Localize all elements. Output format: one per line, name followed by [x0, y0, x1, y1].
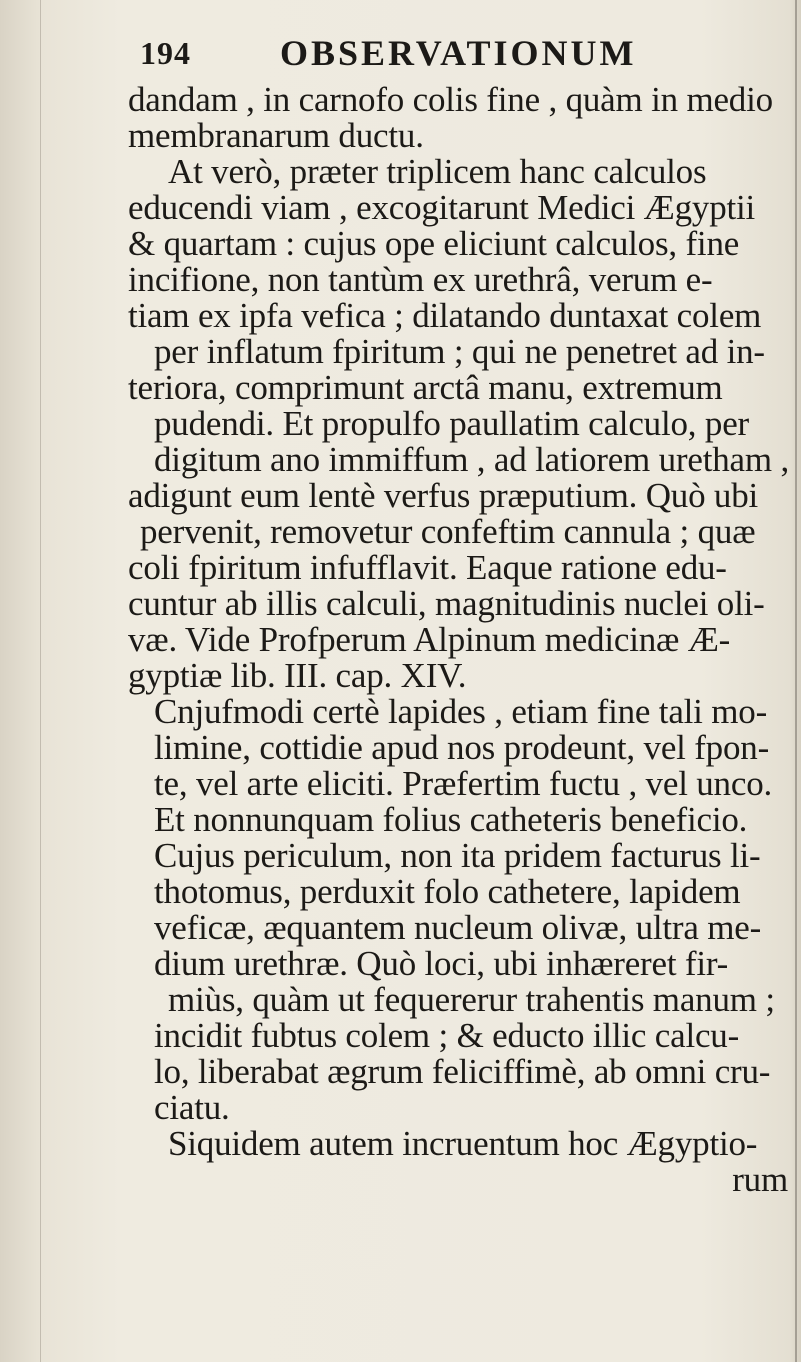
text-line: ciatu. [154, 1088, 230, 1127]
page-number: 194 [140, 34, 191, 71]
page-header [140, 28, 636, 78]
text-line: thotomus, perduxit folo cathetere, lapidem [154, 872, 741, 911]
text-line: pudendi. Et propulfo paullatim calculo, per [154, 404, 749, 443]
text-line: At verò, præter triplicem hanc calculos [168, 152, 707, 191]
text-line: Et nonnunquam folius catheteris beneficio. [154, 800, 748, 839]
text-line: Cnjufmodi certè lapides , etiam fine tali mo- [154, 692, 768, 731]
catchword: rum [732, 1160, 788, 1199]
text-line: teriora, comprimunt arctâ manu, extremum [128, 368, 723, 407]
text-line: dium urethræ. Quò loci, ubi inhæreret fir- [154, 944, 729, 983]
text-line: incifione, non tantùm ex urethrâ, verum e- [128, 260, 713, 299]
text-line: coli fpiritum infufflavit. Eaque ratione edu- [128, 548, 727, 587]
text-line: gyptiæ lib. III. cap. XIV. [128, 656, 467, 695]
text-line: veficæ, æquantem nucleum olivæ, ultra me- [154, 908, 762, 947]
text-line: per inflatum fpiritum ; qui ne penetret ad in- [154, 332, 765, 371]
text-line: & quartam : cujus ope eliciunt calculos, fine [128, 224, 740, 263]
text-line: educendi viam , excogitarunt Medici Ægyptii [128, 188, 756, 227]
text-line: dandam , in carnofo colis fine , quàm in medio [128, 80, 773, 119]
page-gutter [0, 0, 41, 1362]
text-line: væ. Vide Profperum Alpinum medicinæ Æ- [128, 620, 731, 659]
text-line: adigunt eum lentè verfus præputium. Quò ubi [128, 476, 759, 515]
text-line: membranarum ductu. [128, 116, 424, 155]
text-line: cuntur ab illis calculi, magnitudinis nuclei oli- [128, 584, 765, 623]
text-line: pervenit, removetur confeftim cannula ; quæ [140, 512, 756, 551]
body-text [128, 82, 800, 1198]
text-line: digitum ano immiffum , ad latiorem uretham , [154, 440, 790, 479]
text-line: lo, liberabat ægrum feliciffimè, ab omni cru- [154, 1052, 771, 1091]
text-line: tiam ex ipfa vefica ; dilatando duntaxat colem [128, 296, 762, 335]
text-line: incidit fubtus colem ; & educto illic calcu- [154, 1016, 740, 1055]
text-line: Cujus periculum, non ita pridem facturus li- [154, 836, 761, 875]
text-line: te, vel arte eliciti. Præfertim fuctu , vel unco. [154, 764, 773, 803]
text-line: Siquidem autem incruentum hoc Ægyptio- [168, 1124, 758, 1163]
text-line: limine, cottidie apud nos prodeunt, vel fpon- [154, 728, 770, 767]
text-line: miùs, quàm ut fequererur trahentis manum ; [168, 980, 775, 1019]
running-head: OBSERVATIONUM [280, 33, 637, 73]
